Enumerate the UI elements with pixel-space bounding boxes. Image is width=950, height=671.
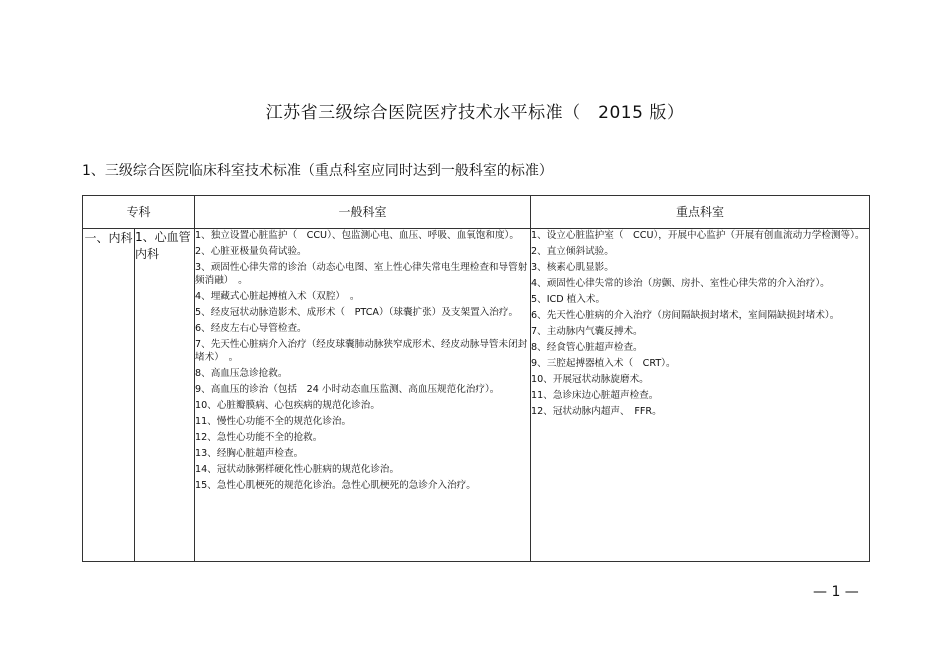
general-item: 5、经皮冠状动脉造影术、成形术（ PTCA）（球囊扩张）及支架置入治疗。 [195,307,519,318]
general-item: 9、高血压的诊治（包括 24 小时动态血压监测、高血压规范化治疗）。 [195,384,500,395]
document-title: 江苏省三级综合医院医疗技术水平标准（ 2015 版） [265,103,685,123]
general-item: 13、经胸心脏超声检查。 [195,448,304,459]
general-item: 1、独立设置心脏监护（ CCU）、包监测心电、血压、呼吸、血氧饱和度）。 [195,230,519,241]
key-item: 2、直立倾斜试验。 [531,246,614,257]
general-item: 12、急性心功能不全的抢救。 [195,432,323,443]
general-item: 3、顽固性心律失常的诊治（动态心电图、室上性心律失常电生理检查和导管射频消融） 。 [195,262,528,286]
key-item: 3、核素心肌显影。 [531,262,614,273]
general-item: 4、埋藏式心脏起搏植入术（双腔） 。 [195,291,360,302]
standards-table [82,195,870,562]
key-item: 12、冠状动脉内超声、 FFR。 [531,406,662,417]
general-items-cell [195,229,531,562]
general-item: 10、心脏瓣膜病、心包疾病的规范化诊治。 [195,400,380,411]
general-item: 14、冠状动脉粥样硬化性心脏病的规范化诊治。 [195,464,400,475]
subdepartment-cell: 1、心血管内科 [135,229,195,562]
key-item: 11、急诊床边心脏超声检查。 [531,390,659,401]
general-items-list [195,229,530,492]
general-item: 11、慢性心功能不全的规范化诊治。 [195,416,352,427]
key-items-list [531,229,869,418]
general-item: 15、急性心肌梗死的规范化诊治。急性心肌梗死的急诊介入治疗。 [195,480,476,491]
section-heading: 1、三级综合医院临床科室技术标准（重点科室应同时达到一般科室的标准） [82,163,553,179]
general-item: 2、心脏亚极量负荷试验。 [195,246,307,257]
key-item: 4、顽固性心律失常的诊治（房颤、房扑、室性心律失常的介入治疗）。 [531,278,830,289]
table-header-row [83,196,870,229]
key-item: 7、主动脉内气囊反搏术。 [531,326,643,337]
key-item: 8、经食管心脏超声检查。 [531,342,643,353]
general-item: 6、经皮左右心导管检查。 [195,323,307,334]
header-general: 一般科室 [195,196,531,229]
header-key: 重点科室 [531,196,870,229]
key-item: 10、开展冠状动脉旋磨术。 [531,374,649,385]
key-item: 5、ICD 植入术。 [531,294,606,305]
header-specialty: 专科 [83,196,195,229]
general-item: 7、先天性心脏病介入治疗（经皮球囊肺动脉狭窄成形术、经皮动脉导管未闭封堵术） 。 [195,339,528,363]
key-item: 1、设立心脏监护室（ CCU），开展中心监护（开展有创血流动力学检测等）。 [531,230,865,241]
table-row [83,229,870,562]
key-item: 9、三腔起搏器植入术（ CRT）。 [531,358,676,369]
page-number: — 1 — [813,584,859,600]
department-cell: 一、内科 [83,229,135,562]
key-item: 6、先天性心脏病的介入治疗（房间隔缺损封堵术，室间隔缺损封堵术）。 [531,310,840,321]
key-items-cell [531,229,870,562]
general-item: 8、高血压急诊抢救。 [195,368,288,379]
